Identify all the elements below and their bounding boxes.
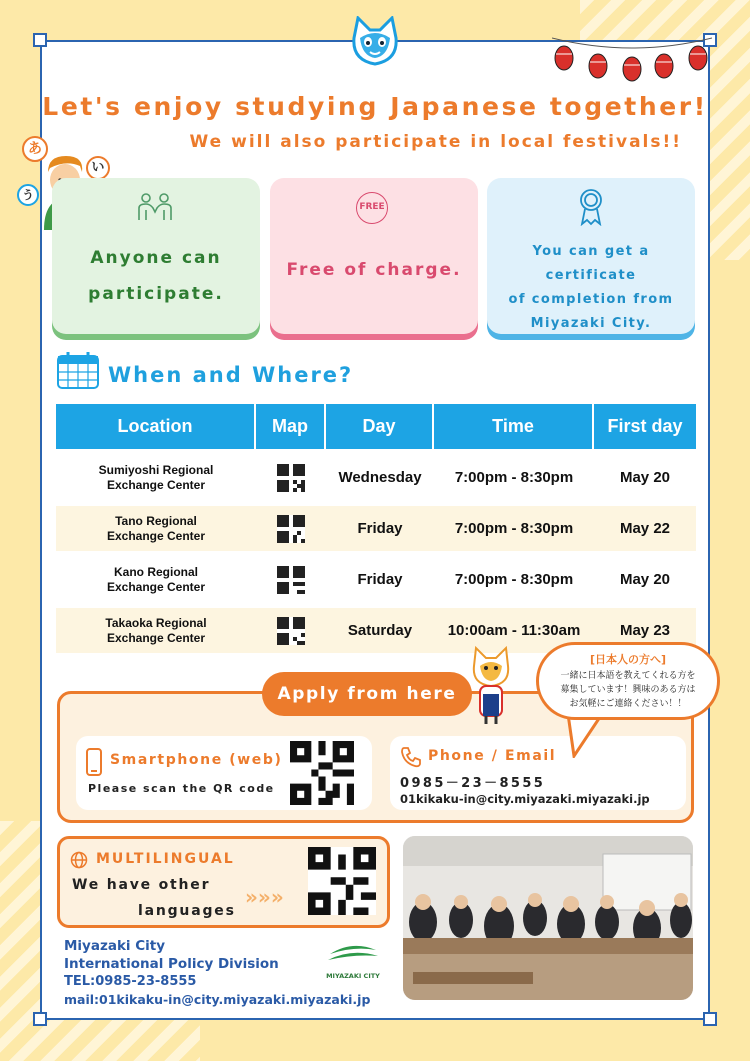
smartphone-icon — [86, 748, 102, 776]
time-cell: 7:00pm - 8:30pm — [454, 469, 574, 486]
schedule-table — [56, 398, 696, 659]
time-cell: 7:00pm - 8:30pm — [454, 571, 574, 588]
column-header: First day — [594, 404, 696, 449]
feature-text: Free of charge. — [286, 260, 462, 280]
feature-text: Miyazaki City. — [530, 316, 652, 331]
calendar-icon — [56, 350, 100, 390]
contact-card — [390, 736, 686, 810]
apply-button[interactable]: Apply from here — [262, 672, 472, 716]
map-cell[interactable] — [256, 455, 326, 500]
people-icon — [136, 192, 174, 222]
table-row — [56, 557, 696, 602]
feature-text: You can get a certificate — [532, 244, 650, 283]
location-cell: Sumiyoshi Regional Exchange Center — [98, 462, 214, 492]
day-cell: Friday — [357, 571, 403, 588]
day-cell: Saturday — [326, 608, 434, 653]
city-logo-icon — [322, 940, 384, 968]
bubble-tail — [566, 714, 606, 758]
multilingual-text: languages — [138, 903, 236, 919]
first-day-cell: May 20 — [619, 469, 671, 486]
page-subtitle: We will also participate in local festivals!! — [189, 132, 682, 152]
mascot-cat-icon — [466, 644, 518, 726]
bubble-text: 募集しています！興味のある方は — [560, 685, 696, 695]
contact-title: Phone / Email — [428, 748, 557, 764]
phone-icon — [400, 746, 422, 768]
qr-code-icon[interactable] — [277, 566, 305, 594]
multilingual-text: We have other — [72, 877, 211, 893]
location-cell: Kano Regional Exchange Center — [106, 564, 206, 594]
multilingual-card[interactable] — [57, 836, 390, 928]
free-badge-icon: FREE — [356, 192, 388, 224]
phone-number[interactable]: 0985－23－8555 — [400, 776, 546, 791]
page-title: Let's enjoy studying Japanese together! — [42, 92, 708, 121]
org-name: Miyazaki City — [64, 938, 166, 954]
multilingual-title: MULTILINGUAL — [96, 851, 235, 867]
table-row — [56, 506, 696, 551]
feature-text: participate. — [88, 284, 224, 304]
feature-card-certificate — [487, 178, 695, 334]
lantern-icon — [552, 34, 712, 84]
feature-card-free — [270, 178, 478, 334]
qr-code-icon[interactable] — [277, 617, 305, 645]
map-cell[interactable] — [256, 506, 326, 551]
frame-corner — [703, 1012, 717, 1026]
org-division: International Policy Division — [64, 956, 279, 972]
first-day-cell: May 22 — [594, 506, 696, 551]
kana-bubble: あ — [22, 136, 48, 162]
mascot-cat-icon — [348, 16, 402, 68]
day-cell: Friday — [326, 506, 434, 551]
location-cell: Tano Regional Exchange Center — [56, 506, 256, 551]
qr-code-icon[interactable] — [290, 741, 354, 805]
first-day-cell: May 23 — [594, 608, 696, 653]
smartphone-title: Smartphone (web) — [110, 752, 283, 768]
column-header: Day — [326, 404, 434, 449]
map-cell[interactable] — [256, 557, 326, 602]
section-title: When and Where? — [108, 363, 354, 387]
feature-text: of completion from — [508, 292, 674, 307]
feature-text: Anyone can — [90, 248, 222, 268]
column-header: Map — [256, 404, 326, 449]
table-row — [56, 455, 696, 500]
volunteer-bubble — [536, 642, 720, 720]
frame-corner — [33, 1012, 47, 1026]
bubble-title: [日本人の方へ] — [589, 653, 667, 666]
qr-code-icon[interactable] — [277, 464, 305, 492]
map-cell[interactable] — [256, 608, 326, 653]
frame-corner — [33, 33, 47, 47]
footer-tel[interactable]: TEL:0985-23-8555 — [64, 974, 197, 989]
column-header: Time — [434, 404, 594, 449]
classroom-photo — [403, 836, 693, 1000]
smartphone-note: Please scan the QR code — [88, 782, 275, 795]
location-cell: Takaoka Regional Exchange Center — [56, 608, 256, 653]
column-header: Location — [56, 404, 256, 449]
bubble-text: 一緒に日本語を教えてくれる方を — [560, 671, 696, 681]
footer-mail[interactable]: mail:01kikaku-in@city.miyazaki.miyazaki.jp — [64, 992, 371, 1007]
first-day-cell: May 20 — [619, 571, 671, 588]
qr-code-icon[interactable] — [277, 515, 305, 543]
smartphone-card — [76, 736, 372, 810]
kana-bubble: う — [17, 184, 39, 206]
kana-bubble: い — [86, 156, 110, 180]
ribbon-award-icon — [577, 188, 605, 226]
time-cell: 7:00pm - 8:30pm — [434, 506, 594, 551]
feature-card-anyone — [52, 178, 260, 334]
time-cell: 10:00am - 11:30am — [434, 608, 594, 653]
day-cell: Wednesday — [338, 469, 422, 486]
arrows-icon: »»» — [245, 885, 284, 909]
qr-code-icon[interactable] — [308, 847, 376, 915]
globe-icon — [70, 851, 88, 869]
bubble-text: お気軽にご連絡ください！！ — [569, 699, 687, 709]
city-logo — [322, 940, 384, 980]
email-link[interactable]: 01kikaku-in@city.miyazaki.miyazaki.jp — [400, 792, 650, 806]
logo-text: MIYAZAKI CITY — [326, 972, 380, 980]
